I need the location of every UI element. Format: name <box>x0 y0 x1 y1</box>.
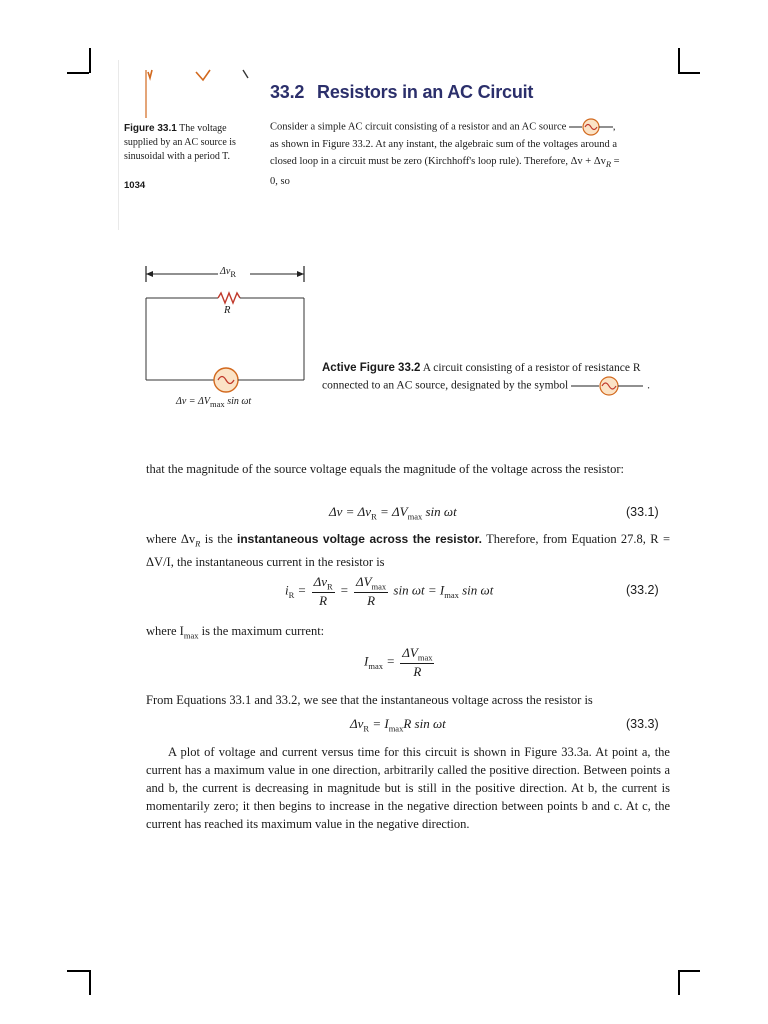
intro-text-2: , as shown in Figure 33.2. At any instant, the algebraic sum of the voltages around a closed loop in a circuit must be zero (Kirchhoff's loop rule). Therefore, Δv + Δv <box>270 121 618 167</box>
crop-mark-bottom-right-h <box>678 970 700 972</box>
section-number: 33.2 <box>270 82 305 102</box>
figure-33-1-caption <box>124 122 260 164</box>
eq2-f1-num-sub: R <box>326 581 333 592</box>
eq2-equals-1: = <box>297 582 307 598</box>
crop-mark-top-right-v <box>678 48 680 73</box>
eq2-f2-num: ΔV <box>355 574 372 589</box>
equation-33-2-number: (33.2) <box>626 583 659 597</box>
eq2-fraction-2 <box>354 574 388 609</box>
eq2-tail: sin ωt = I <box>393 582 445 598</box>
crop-mark-top-left-h <box>67 72 89 74</box>
intro-paragraph <box>270 118 620 190</box>
eq1-part-2: = ΔV <box>376 504 408 519</box>
p2-bold-term: instantaneous voltage across the resistor. <box>237 532 482 546</box>
eq3-num-sub: max <box>417 652 433 663</box>
p3-text-a: where I <box>146 624 184 638</box>
source-label-sub: max <box>210 399 225 409</box>
eq4-sub-1: R <box>363 723 370 734</box>
page-edge-line <box>118 60 119 230</box>
p2-sub: R <box>195 538 201 549</box>
eq2-f1-den: R <box>319 592 328 608</box>
resistor-label: R <box>224 305 231 316</box>
figure-33-2-label: Active Figure 33.2 <box>322 362 421 374</box>
ac-source-symbol-icon <box>569 118 613 136</box>
p3-sub: max <box>183 630 199 641</box>
equation-33-3 <box>350 716 446 734</box>
eq2-lhs: i <box>285 582 289 598</box>
body-paragraph-5: A plot of voltage and current versus time for this circuit is shown in Figure 33.3a. At point a, the current has a maximum value in one direction, arbitrarily called the positive direction. Between points a and b, the current is decreasing in magnitude but is still in the positive direction. At b, the current is momentarily zero; it then begins to increase in the negative direction between points b and c. At c, the current has reached its maximum value in the negative direction. <box>146 745 670 831</box>
eq1-sub-1: R <box>371 511 377 522</box>
delta-v-text: Δv <box>220 266 231 277</box>
source-label-rhs: sin ωt <box>224 396 252 407</box>
equation-33-1 <box>329 504 457 522</box>
source-label-lhs: Δv = ΔV <box>176 396 211 407</box>
figure-33-1-fragment <box>140 60 270 120</box>
p3-text-b: is the maximum current: <box>198 624 325 638</box>
figure-33-1-text: The voltage supplied by an AC source is sinusoidal with a period T. <box>124 123 236 162</box>
figure-33-2-end: . <box>647 379 650 392</box>
figure-33-2-caption <box>322 360 652 396</box>
equation-33-3-number: (33.3) <box>626 717 659 731</box>
intro-text-1: Consider a simple AC circuit consisting of a resistor and an AC source <box>270 121 567 133</box>
eq4-part-b: = I <box>369 716 389 731</box>
eq2-f2-num-sub: max <box>371 581 387 592</box>
body-paragraph-1: that the magnitude of the source voltage equals the magnitude of the voltage across the resistor: <box>146 462 624 476</box>
crop-mark-top-right-h <box>678 72 700 74</box>
ac-source-symbol-icon <box>571 376 647 396</box>
eq3-den: R <box>413 663 422 679</box>
crop-mark-top-left-v <box>89 48 91 73</box>
eq1-sub-2: max <box>407 511 423 522</box>
crop-mark-bottom-left-h <box>67 970 89 972</box>
eq2-tail-sub: max <box>444 589 459 600</box>
body-paragraph-3 <box>146 622 670 645</box>
eq3-num: ΔV <box>402 645 418 660</box>
section-title: Resistors in an AC Circuit <box>317 82 534 102</box>
body-paragraph-4: From Equations 33.1 and 33.2, we see that the instantaneous voltage across the resistor is <box>146 693 593 707</box>
section-heading <box>270 82 533 103</box>
p2-text-c: Therefore, from Equation 27.8, R = ΔV/I, the instantaneous current in the resistor is <box>146 532 670 569</box>
eq2-tail-end: sin ωt <box>458 582 494 598</box>
equation-33-1-number: (33.1) <box>626 505 659 519</box>
intro-sub: R <box>605 159 612 170</box>
eq2-lhs-sub: R <box>288 589 295 600</box>
eq2-f1-num: Δv <box>313 574 327 589</box>
p2-text-b: is the <box>200 532 238 546</box>
body-paragraph-2 <box>146 530 670 571</box>
intro-text-3: = 0, so <box>270 156 620 188</box>
eq4-part-c: R sin ωt <box>403 716 446 731</box>
figure-33-1-label: Figure 33.1 <box>124 123 177 134</box>
crop-mark-bottom-left-v <box>89 970 91 995</box>
crop-mark-bottom-right-v <box>678 970 680 995</box>
eq3-equals: = <box>386 653 396 669</box>
delta-v-r-label <box>220 266 236 279</box>
eq3-lhs-sub: max <box>368 660 383 671</box>
eq3-lhs: I <box>364 653 369 669</box>
eq2-fraction-1 <box>312 574 335 609</box>
circuit-diagram <box>140 262 320 412</box>
eq4-part-a: Δv <box>350 716 364 731</box>
eq1-part-3: sin ωt <box>422 504 457 519</box>
eq2-f2-den: R <box>367 592 376 608</box>
eq3-fraction <box>400 645 434 680</box>
delta-v-sub: R <box>230 269 236 279</box>
figure-33-2-text: A circuit consisting of a resistor of resistance R connected to an AC source, designated by the symbol <box>322 362 641 392</box>
page-number: 1034 <box>124 180 146 191</box>
equation-imax <box>364 645 436 680</box>
equation-33-2 <box>285 574 493 609</box>
eq4-sub-2: max <box>388 723 404 734</box>
source-label <box>176 396 251 409</box>
eq2-equals-2: = <box>339 582 349 598</box>
p2-text-a: where Δv <box>146 532 196 546</box>
eq1-part-1: Δv = Δv <box>329 504 372 519</box>
